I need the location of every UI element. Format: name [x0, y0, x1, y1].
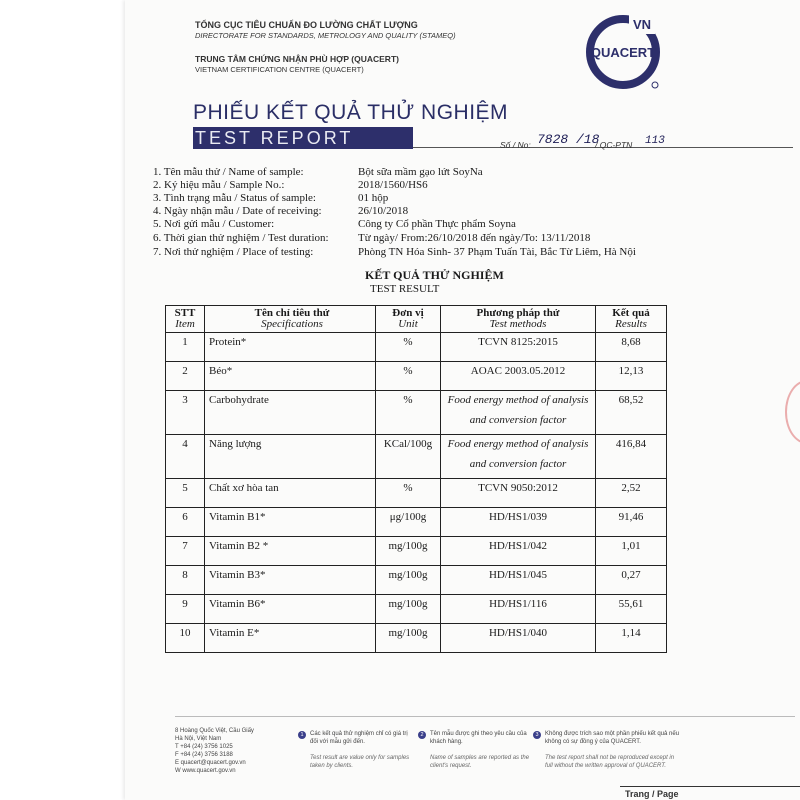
- col-header-stt: STT Item: [166, 306, 205, 333]
- note-3-en: The test report shall not be reproduced except in full without the written approval of QUACERT.: [545, 755, 675, 769]
- cell-method: HD/HS1/042: [441, 537, 596, 566]
- cell-stt: 5: [166, 479, 205, 508]
- table-row: [166, 508, 667, 537]
- note-1-en: Test result are value only for samples taken by clients.: [310, 755, 410, 769]
- cell-name: Vitamin E*: [205, 624, 376, 653]
- qc-label: / QC-PTN: [595, 140, 633, 150]
- info-label-sample-name: 1. Tên mẫu thử / Name of sample:: [153, 166, 304, 178]
- org-name-en: DIRECTORATE FOR STANDARDS, METROLOGY AND QUALITY (STAMEQ): [195, 31, 456, 40]
- org-name-vn: TỔNG CỤC TIÊU CHUẨN ĐO LƯỜNG CHẤT LƯỢNG: [195, 20, 418, 30]
- cell-method: Food energy method of analysis and conversion factor: [441, 435, 596, 479]
- cell-unit: μg/100g: [376, 508, 441, 537]
- note-3-vn: Không được trích sao một phần phiếu kết quả nếu không có sự đồng ý của QUACERT.: [545, 731, 680, 745]
- cell-name: Vitamin B3*: [205, 566, 376, 595]
- col-header-method: Phương pháp thử Test methods: [441, 306, 596, 333]
- centre-name-vn: TRUNG TÂM CHỨNG NHẬN PHÙ HỢP (QUACERT): [195, 54, 399, 64]
- info-label-place: 7. Nơi thử nghiệm / Place of testing:: [153, 246, 314, 258]
- info-label-duration: 6. Thời gian thử nghiệm / Test duration:: [153, 232, 329, 244]
- results-title-en: TEST RESULT: [370, 283, 440, 295]
- test-report-page: [125, 0, 800, 800]
- cell-result: 8,68: [596, 333, 667, 362]
- logo-text: QUACERT: [590, 45, 656, 60]
- cell-result: 416,84: [596, 435, 667, 479]
- cell-name: Chất xơ hòa tan: [205, 479, 376, 508]
- cell-unit: %: [376, 391, 441, 435]
- cell-result: 68,52: [596, 391, 667, 435]
- cell-unit: mg/100g: [376, 595, 441, 624]
- table-header-row: [166, 306, 667, 333]
- table-row: [166, 566, 667, 595]
- note-2-en: Name of samples are reported as the client's request.: [430, 755, 530, 769]
- cell-unit: mg/100g: [376, 624, 441, 653]
- note-1-icon: 1: [298, 731, 306, 739]
- cell-result: 12,13: [596, 362, 667, 391]
- cell-name: Năng lượng: [205, 435, 376, 479]
- cell-stt: 10: [166, 624, 205, 653]
- info-label-date: 4. Ngày nhận mẫu / Date of receiving:: [153, 205, 322, 217]
- centre-name-en: VIETNAM CERTIFICATION CENTRE (QUACERT): [195, 65, 364, 74]
- table-row: [166, 537, 667, 566]
- cell-method: HD/HS1/116: [441, 595, 596, 624]
- cell-result: 2,52: [596, 479, 667, 508]
- info-value-customer: Công ty Cổ phần Thực phẩm Soyna: [358, 218, 516, 230]
- website-text: W www.quacert.gov.vn: [175, 768, 236, 774]
- footer-note-3: [545, 730, 680, 770]
- cell-unit: %: [376, 362, 441, 391]
- cell-name: Vitamin B2 *: [205, 537, 376, 566]
- cell-method: Food energy method of analysis and conversion factor: [441, 391, 596, 435]
- cell-method: HD/HS1/040: [441, 624, 596, 653]
- cell-result: 55,61: [596, 595, 667, 624]
- phone-text: T +84 (24) 3756 1025: [175, 744, 233, 750]
- results-title-vn: KẾT QUẢ THỬ NGHIỆM: [365, 268, 504, 282]
- address-line: 8 Hoàng Quốc Việt, Cầu Giấy: [175, 728, 254, 734]
- report-title-vn: PHIẾU KẾT QUẢ THỬ NGHIỆM: [193, 101, 509, 124]
- cell-stt: 3: [166, 391, 205, 435]
- report-title-en: TEST REPORT: [195, 128, 354, 148]
- footer-note-1: [310, 730, 415, 770]
- note-2-icon: 2: [418, 731, 426, 739]
- note-3-icon: 3: [533, 731, 541, 739]
- info-value-duration: Từ ngày/ From:26/10/2018 đến ngày/To: 13/11/2018: [358, 232, 591, 244]
- table-row: [166, 624, 667, 653]
- cell-stt: 9: [166, 595, 205, 624]
- quacert-logo: [583, 10, 663, 90]
- table-row: [166, 435, 667, 479]
- cell-result: 1,01: [596, 537, 667, 566]
- report-number-label: Số / No:: [500, 140, 531, 150]
- cell-method: TCVN 9050:2012: [441, 479, 596, 508]
- fax-text: F +84 (24) 3756 3188: [175, 752, 233, 758]
- table-row: [166, 595, 667, 624]
- cell-method: HD/HS1/039: [441, 508, 596, 537]
- cell-method: HD/HS1/045: [441, 566, 596, 595]
- cell-name: Protein*: [205, 333, 376, 362]
- cell-method: TCVN 8125:2015: [441, 333, 596, 362]
- table-row: [166, 479, 667, 508]
- report-number-value: 7828 /18: [537, 132, 600, 147]
- cell-method: AOAC 2003.05.2012: [441, 362, 596, 391]
- info-value-status: 01 hộp: [358, 192, 389, 204]
- results-table: [165, 305, 667, 653]
- info-label-customer: 5. Nơi gửi mẫu / Customer:: [153, 218, 275, 230]
- cell-stt: 4: [166, 435, 205, 479]
- cell-unit: %: [376, 479, 441, 508]
- cell-unit: %: [376, 333, 441, 362]
- page-label-line: [620, 786, 800, 787]
- footer-note-2: [430, 730, 535, 770]
- info-value-sample-name: Bột sữa mầm gạo lứt SoyNa: [358, 166, 483, 178]
- note-1-vn: Các kết quả thử nghiệm chỉ có giá trị đối với mẫu gửi đến.: [310, 731, 408, 745]
- qc-value: 113: [645, 135, 665, 147]
- cell-stt: 1: [166, 333, 205, 362]
- email-text: E quacert@quacert.gov.vn: [175, 760, 246, 766]
- cell-stt: 6: [166, 508, 205, 537]
- info-value-date: 26/10/2018: [358, 205, 409, 217]
- table-row: [166, 391, 667, 435]
- cell-name: Vitamin B1*: [205, 508, 376, 537]
- cell-stt: 7: [166, 537, 205, 566]
- col-header-unit: Đơn vị Unit: [376, 306, 441, 333]
- cell-stt: 2: [166, 362, 205, 391]
- cell-result: 0,27: [596, 566, 667, 595]
- cell-name: Béo*: [205, 362, 376, 391]
- col-header-result: Kết quả Results: [596, 306, 667, 333]
- info-value-sample-no: 2018/1560/HS6: [358, 179, 428, 191]
- col-header-name: Tên chỉ tiêu thử Specifications: [205, 306, 376, 333]
- note-2-vn: Tên mẫu được ghi theo yêu cầu của khách hàng.: [430, 731, 527, 745]
- footer-divider: [175, 716, 795, 717]
- footer-address: [175, 727, 280, 775]
- cell-name: Carbohydrate: [205, 391, 376, 435]
- address-line: Hà Nội, Việt Nam: [175, 736, 222, 742]
- red-stamp-partial: [785, 380, 800, 444]
- cell-result: 1,14: [596, 624, 667, 653]
- cell-unit: mg/100g: [376, 537, 441, 566]
- logo-vn-text: VN: [633, 17, 652, 32]
- info-value-place: Phòng TN Hóa Sinh- 37 Phạm Tuấn Tài, Bắc Từ Liêm, Hà Nội: [358, 246, 636, 258]
- cell-unit: KCal/100g: [376, 435, 441, 479]
- info-label-sample-no: 2. Ký hiệu mẫu / Sample No.:: [153, 179, 285, 191]
- page-label: Trang / Page: [625, 789, 679, 799]
- cell-stt: 8: [166, 566, 205, 595]
- table-row: [166, 333, 667, 362]
- info-label-status: 3. Tình trạng mẫu / Status of sample:: [153, 192, 316, 204]
- cell-result: 91,46: [596, 508, 667, 537]
- cell-unit: mg/100g: [376, 566, 441, 595]
- cell-name: Vitamin B6*: [205, 595, 376, 624]
